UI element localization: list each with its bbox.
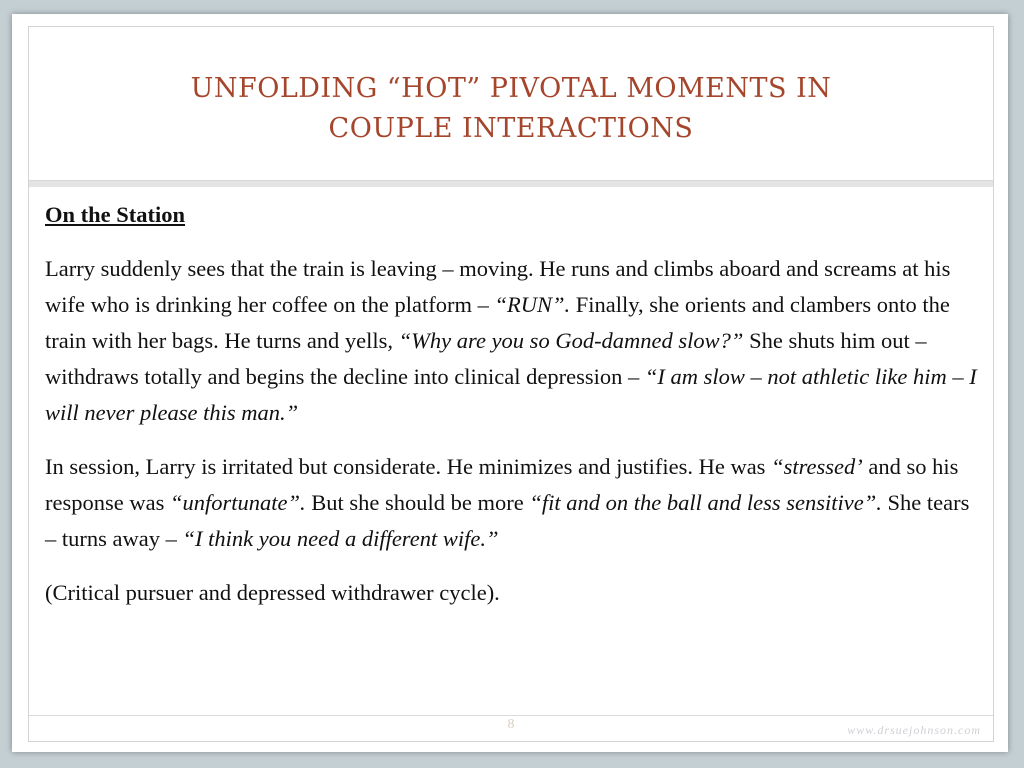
section-heading: On the Station bbox=[45, 202, 186, 227]
slide-frame bbox=[28, 26, 994, 742]
p1-quote-run: “RUN”. bbox=[494, 292, 571, 317]
p1-text-1: Larry suddenly sees that the train is leaving – moving. He runs and climbs aboard and screams at his wife who is drinking her coffee on the platform – bbox=[45, 256, 951, 317]
p2-text-4: She tears – turns away – bbox=[45, 490, 970, 551]
paragraph-station bbox=[45, 251, 981, 431]
slide-content bbox=[45, 197, 981, 629]
p1-quote-never-please: “I am slow – not athletic like him – I will never please this man.” bbox=[45, 364, 977, 425]
p1-text-3: She shuts him out – withdraws totally and begins the decline into clinical depression – bbox=[45, 328, 927, 389]
title-line-1: UNFOLDING “HOT” PIVOTAL MOMENTS IN bbox=[190, 72, 832, 104]
p2-quote-different-wife: “I think you need a different wife.” bbox=[182, 526, 499, 551]
title-area bbox=[29, 27, 993, 180]
title-separator bbox=[29, 180, 993, 187]
p2-text-2: and so his response was bbox=[45, 454, 959, 515]
p2-quote-stressed: “stressed’ bbox=[771, 454, 863, 479]
page-number: 8 bbox=[507, 717, 515, 732]
p2-quote-fit: “fit and on the ball and less sensitive”. bbox=[529, 490, 882, 515]
paragraph-cycle: (Critical pursuer and depressed withdrawer cycle). bbox=[45, 580, 500, 605]
title-line-2: COUPLE INTERACTIONS bbox=[328, 112, 694, 144]
footer-separator bbox=[29, 715, 993, 716]
p2-text-1: In session, Larry is irritated but considerate. He minimizes and justifies. He was bbox=[45, 454, 772, 479]
paragraph-session bbox=[45, 449, 981, 557]
p2-quote-unfortunate: “unfortunate”. bbox=[169, 490, 306, 515]
slide-title bbox=[191, 59, 832, 149]
p1-text-2: Finally, she orients and clambers onto the train with her bags. He turns and yells bbox=[45, 292, 950, 353]
p1-quote-slow: , “Why are you so God-damned slow?” bbox=[387, 328, 744, 353]
p2-text-3: But she should be more bbox=[305, 490, 530, 515]
website-footer: www.drsuejohnson.com bbox=[847, 723, 981, 737]
slide bbox=[12, 14, 1008, 752]
